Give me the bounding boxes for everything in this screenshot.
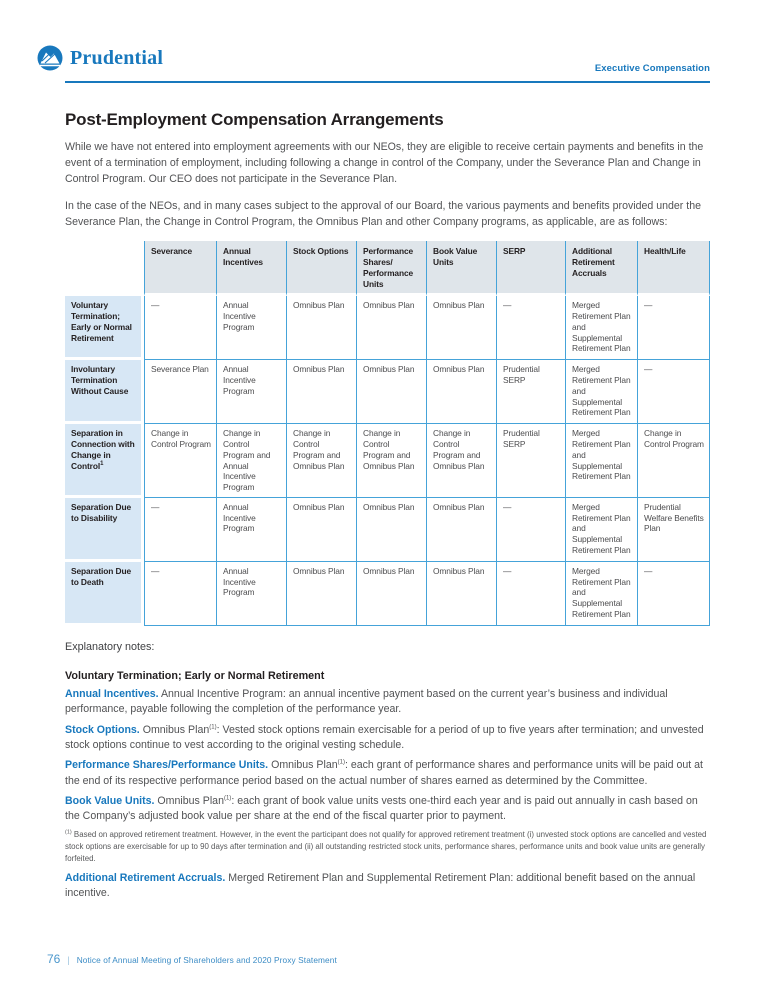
compensation-table: [65, 241, 710, 626]
table-cell: Omnibus Plan: [286, 562, 356, 626]
table-cell: Merged Retirement Plan and Supplemental Retirement Plan: [565, 360, 637, 424]
table-row: [65, 296, 710, 360]
footer-text: Notice of Annual Meeting of Shareholders and 2020 Proxy Statement: [76, 955, 337, 965]
table-cell: Omnibus Plan: [286, 360, 356, 424]
row-label-text: Voluntary Termination; Early or Normal Retirement: [71, 300, 132, 343]
table-cell: Omnibus Plan: [426, 360, 496, 424]
col-header-health-life: Health/Life: [637, 241, 710, 296]
row-label: [65, 360, 144, 424]
notes-subheading: Voluntary Termination; Early or Normal Retirement: [65, 669, 325, 682]
table-cell: Annual Incentive Program: [216, 562, 286, 626]
footnote-marker: (1): [65, 829, 72, 836]
col-header-severance: Severance: [144, 241, 216, 296]
note-text: : each grant of performance shares and performance units will be paid out at the end of its respective performance period based on the actual number of shares earned as determined by the Committee.: [65, 759, 704, 787]
footnote-ref: (1): [209, 724, 217, 731]
row-label: [65, 498, 144, 562]
note-text: Omnibus Plan: [154, 795, 224, 808]
table-row: [65, 562, 710, 626]
note-text: Merged Retirement Plan and Supplemental Retirement Plan: additional benefit based on the annual incentive.: [65, 871, 696, 899]
table-cell: Prudential Welfare Benefits Plan: [637, 498, 710, 562]
table-cell: Omnibus Plan: [356, 562, 426, 626]
col-header-stock-options: Stock Options: [286, 241, 356, 296]
table-header-row: [65, 241, 710, 296]
brand-wordmark: Prudential: [70, 46, 164, 69]
table-cell: —: [496, 296, 565, 360]
note-performance-shares: [65, 758, 710, 789]
note-term: Book Value Units.: [65, 795, 155, 808]
section-label: Executive Compensation: [594, 63, 710, 74]
note-term: Annual Incentives.: [65, 687, 159, 700]
table-cell: —: [637, 562, 710, 626]
row-label: [65, 562, 144, 626]
table-cell: Merged Retirement Plan and Supplemental Retirement Plan: [565, 424, 637, 498]
note-term: Stock Options.: [65, 723, 140, 736]
table-cell: —: [637, 296, 710, 360]
note-text: Omnibus Plan: [139, 723, 210, 736]
row-label-text: Involuntary Termination Without Cause: [71, 364, 129, 396]
note-annual-incentives: [65, 687, 710, 718]
note-additional-retirement-accruals: [65, 871, 710, 902]
footer-divider: |: [67, 955, 70, 965]
page-title: Post-Employment Compensation Arrangements: [65, 110, 444, 129]
table-cell: —: [496, 562, 565, 626]
table-cell: —: [496, 498, 565, 562]
table-cell: Annual Incentive Program: [216, 360, 286, 424]
page-footer: [47, 952, 337, 966]
row-label-text: Separation Due to Death: [71, 565, 132, 587]
footnote-ref: (1): [223, 795, 232, 802]
note-text: Omnibus Plan: [268, 759, 338, 772]
footnote-text: Based on approved retirement treatment. However, in the event the participant does not qualify for approved retirement treatment (i) unvested stock options are cancelled and vested stock options are exercisable for up to 90 days after termination and (ii) all outstanding restricted stock units, performance shares, performance units and book value units are generally forfeited.: [65, 829, 707, 864]
table-cell: Merged Retirement Plan and Supplemental Retirement Plan: [565, 562, 637, 626]
note-text: : Vested stock options remain exercisable for a period of up to five years after termination; and unvested stock options continue to vest according to the original vesting schedule.: [65, 723, 704, 752]
table-cell: Prudential SERP: [496, 424, 565, 498]
table-cell: Annual Incentive Program: [216, 498, 286, 562]
prudential-logo: [37, 45, 163, 71]
note-term: Performance Shares/Performance Units.: [65, 759, 269, 772]
row-label-text: Separation Due to Disability: [71, 501, 132, 523]
page-content: [65, 110, 710, 901]
row-label-text: Separation in Connection with Change in Control: [71, 428, 135, 471]
table-cell: Change in Control Program: [144, 424, 216, 498]
col-header-book-value-units: Book Value Units: [426, 241, 496, 296]
note-term: Additional Retirement Accruals.: [65, 871, 226, 884]
note-stock-options: [65, 723, 710, 754]
intro-paragraph-2: In the case of the NEOs, and in many cases subject to the approval of our Board, the various payments and benefits provided under the Severance Plan, the Change in Control Program, the Omnibus Plan and other Company programs, as applicable, are as follows:: [65, 199, 702, 228]
row-label-superscript: 1: [100, 460, 104, 467]
table-cell: —: [637, 360, 710, 424]
table-cell: Severance Plan: [144, 360, 216, 424]
table-cell: Omnibus Plan: [426, 296, 496, 360]
page-number: 76: [47, 952, 61, 966]
col-header-performance-shares: Performance Shares/ Performance Units: [356, 241, 426, 296]
prudential-rock-icon: [37, 45, 63, 71]
table-cell: Change in Control Program and Omnibus Plan: [286, 424, 356, 498]
intro-paragraph-1: While we have not entered into employment agreements with our NEOs, they are eligible to receive certain payments and benefits in the event of a termination of employment, including following a change in control of the Company, under the Severance Plan and Change in Control Program. Our CEO does not participate in the Severance Plan.: [65, 141, 704, 185]
corner-cell: [65, 241, 144, 296]
table-cell: Merged Retirement Plan and Supplemental Retirement Plan: [565, 296, 637, 360]
table-cell: Change in Control Program: [637, 424, 710, 498]
table-row: [65, 424, 710, 498]
table-row: [65, 498, 710, 562]
table-row: [65, 360, 710, 424]
table-cell: Change in Control Program and Omnibus Plan: [356, 424, 426, 498]
col-header-serp: SERP: [496, 241, 565, 296]
table-cell: Omnibus Plan: [356, 498, 426, 562]
table-cell: Omnibus Plan: [286, 296, 356, 360]
table-cell: Change in Control Program and Annual Incentive Program: [216, 424, 286, 498]
table-cell: Omnibus Plan: [356, 296, 426, 360]
footnote-1: [65, 829, 710, 866]
note-book-value-units: [65, 794, 710, 825]
note-text: : each grant of book value units vests one-third each year and is paid out annually in cash based on the Company’s adjusted book value per share at the end of the fiscal quarter prior to payment.: [65, 795, 698, 823]
table-cell: Omnibus Plan: [356, 360, 426, 424]
table-cell: Omnibus Plan: [426, 498, 496, 562]
table-cell: Prudential SERP: [496, 360, 565, 424]
table-cell: —: [144, 562, 216, 626]
row-label: [65, 424, 144, 498]
col-header-annual-incentives: Annual Incentives: [216, 241, 286, 296]
explanatory-notes-label: Explanatory notes:: [65, 640, 155, 653]
row-label: [65, 296, 144, 360]
table-cell: —: [144, 498, 216, 562]
table-cell: Change in Control Program and Omnibus Plan: [426, 424, 496, 498]
header-rule: [65, 81, 710, 83]
table-cell: Omnibus Plan: [286, 498, 356, 562]
col-header-additional-retirement: Additional Retirement Accruals: [565, 241, 637, 296]
footnote-ref: (1): [337, 759, 345, 766]
table-cell: —: [144, 296, 216, 360]
table-cell: Annual Incentive Program: [216, 296, 286, 360]
table-cell: Merged Retirement Plan and Supplemental Retirement Plan: [565, 498, 637, 562]
table-cell: Omnibus Plan: [426, 562, 496, 626]
note-text: Annual Incentive Program: an annual incentive payment based on the current year’s business and individual performance, payable following the completion of the performance year.: [65, 687, 668, 716]
